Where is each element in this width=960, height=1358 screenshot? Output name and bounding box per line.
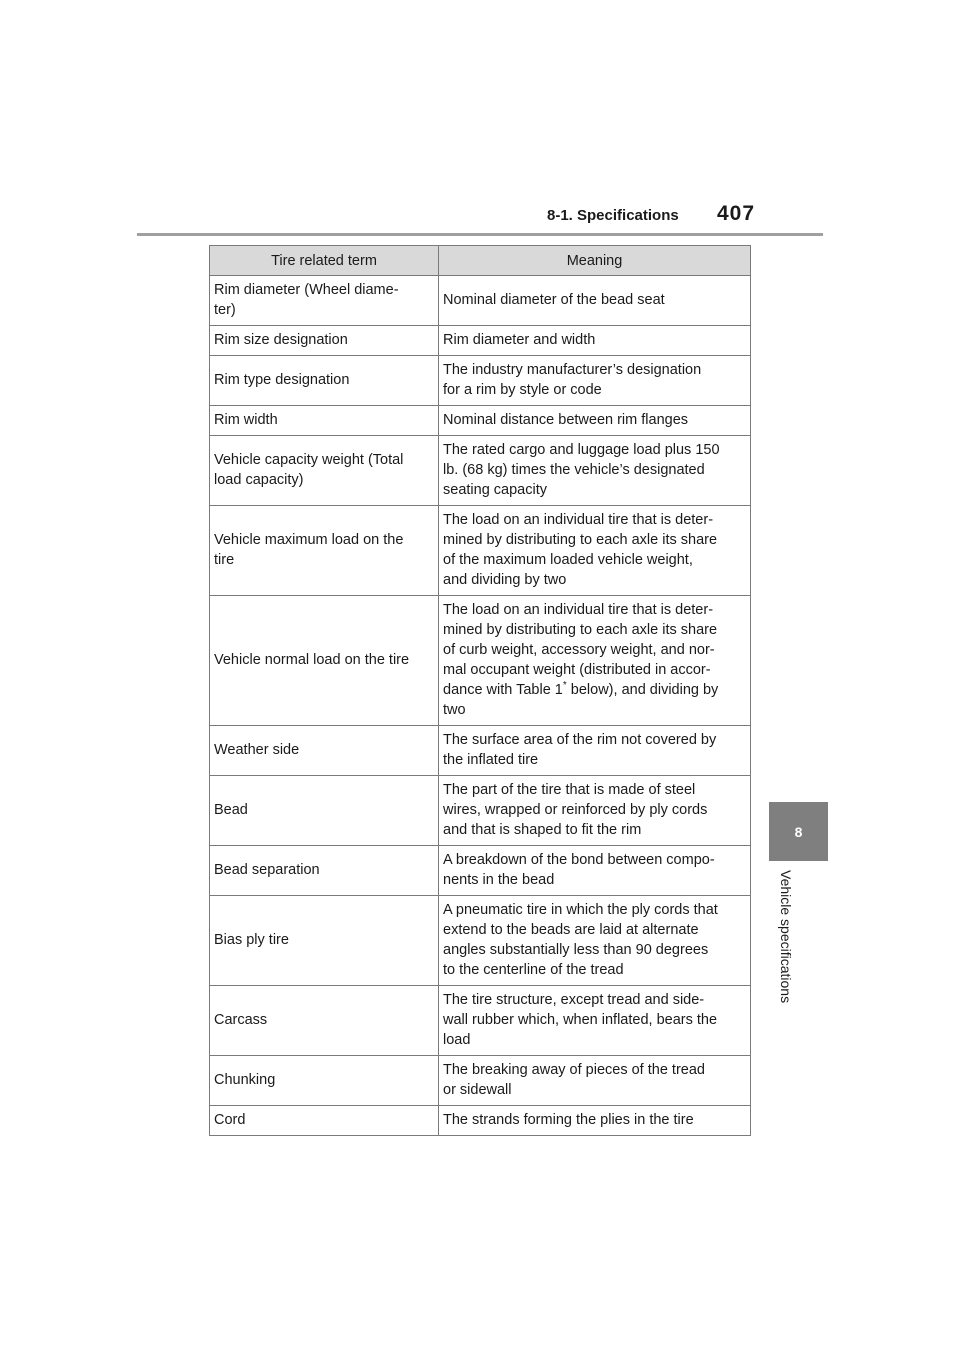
term-cell: Vehicle normal load on the tire (210, 596, 439, 726)
table-row (210, 276, 751, 326)
term-cell: Rim diameter (Wheel diame- ter) (210, 276, 439, 326)
table-row (210, 1106, 751, 1136)
term-cell: Rim width (210, 406, 439, 436)
table-row (210, 846, 751, 896)
meaning-cell: The part of the tire that is made of steel wires, wrapped or reinforced by ply cords and that is shaped to fit the rim (439, 776, 751, 846)
meaning-cell: The load on an individual tire that is deter- mined by distributing to each axle its share of the maximum loaded vehicle weight, and dividing by two (439, 506, 751, 596)
term-cell: Carcass (210, 986, 439, 1056)
table-row (210, 596, 751, 726)
meaning-cell (439, 596, 751, 726)
term-cell: Vehicle maximum load on the tire (210, 506, 439, 596)
meaning-cell: Nominal distance between rim flanges (439, 406, 751, 436)
term-cell: Vehicle capacity weight (Total load capacity) (210, 436, 439, 506)
meaning-cell: The rated cargo and luggage load plus 150 lb. (68 kg) times the vehicle’s designated seating capacity (439, 436, 751, 506)
header-rule (137, 233, 823, 236)
meaning-text-part-1: The load on an individual tire that is deter- mined by distributing to each axle its share of curb weight, accessory weight, and nor- mal occupant weight (distributed in accor- dance with Table 1 (443, 602, 718, 698)
term-cell: Bead separation (210, 846, 439, 896)
column-header-meaning: Meaning (439, 246, 751, 276)
term-cell: Cord (210, 1106, 439, 1136)
table-row (210, 1056, 751, 1106)
column-header-term: Tire related term (210, 246, 439, 276)
term-cell: Weather side (210, 726, 439, 776)
meaning-cell: The strands forming the plies in the tire (439, 1106, 751, 1136)
table-row (210, 406, 751, 436)
meaning-cell: Rim diameter and width (439, 326, 751, 356)
chapter-side-label: Vehicle specifications (778, 870, 794, 1004)
table-header-row (210, 246, 751, 276)
term-cell: Rim type designation (210, 356, 439, 406)
table-row (210, 986, 751, 1056)
page-number: 407 (717, 202, 756, 225)
meaning-cell: The breaking away of pieces of the tread or sidewall (439, 1056, 751, 1106)
meaning-cell: The industry manufacturer’s designation for a rim by style or code (439, 356, 751, 406)
meaning-cell: A breakdown of the bond between compo- nents in the bead (439, 846, 751, 896)
term-cell: Bead (210, 776, 439, 846)
tire-terms-table (209, 245, 751, 1136)
term-cell: Bias ply tire (210, 896, 439, 986)
table-row (210, 776, 751, 846)
footnote-marker: * (562, 680, 567, 692)
table-row (210, 436, 751, 506)
meaning-cell: Nominal diameter of the bead seat (439, 276, 751, 326)
table-row (210, 726, 751, 776)
section-title: 8-1. Specifications (547, 207, 679, 224)
term-cell: Rim size designation (210, 326, 439, 356)
meaning-cell: A pneumatic tire in which the ply cords that extend to the beads are laid at alternate angles substantially less than 90 degrees to the centerline of the tread (439, 896, 751, 986)
term-cell: Chunking (210, 1056, 439, 1106)
meaning-text-part-2: below), and dividing by two (443, 682, 719, 718)
meaning-cell: The surface area of the rim not covered by the inflated tire (439, 726, 751, 776)
table-row (210, 506, 751, 596)
table-row (210, 356, 751, 406)
chapter-tab: 8 (769, 802, 828, 861)
table-row (210, 896, 751, 986)
meaning-cell: The tire structure, except tread and side- wall rubber which, when inflated, bears the load (439, 986, 751, 1056)
table-row (210, 326, 751, 356)
